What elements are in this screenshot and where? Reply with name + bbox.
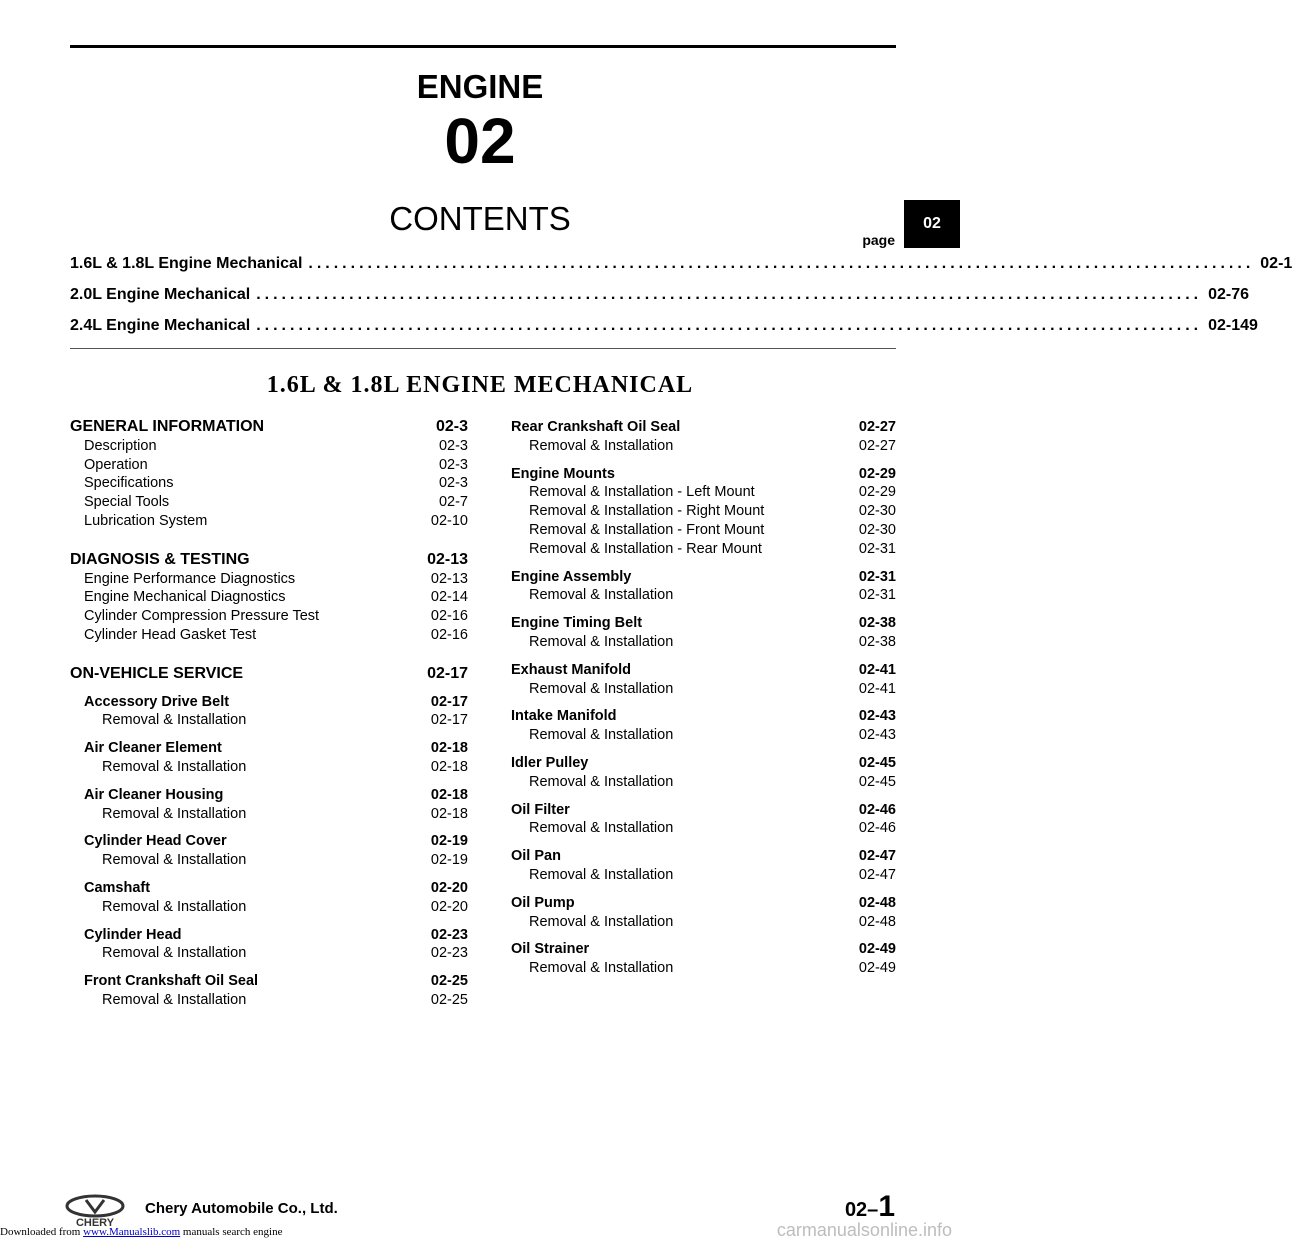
toc-item-label: Removal & Installation - Left Mount [529,484,755,501]
toc-item-label: Specifications [84,475,174,492]
toc-item-label: Removal & Installation [102,805,247,822]
toc-item-label: Removal & Installation - Rear Mount [529,540,762,557]
toc-item-label: Removal & Installation [102,852,247,869]
toc-item-label: Special Tools [84,494,170,511]
toc-item-page: 02-13 [430,570,468,587]
toc-subheading[interactable] [511,614,896,633]
download-prefix: Downloaded from [0,1226,81,1238]
top-rule [70,45,896,48]
toc-item-page: 02-31 [858,587,896,604]
page-column-label: page [862,232,895,248]
toc-item-page: 02-48 [858,913,896,930]
toc-subheading[interactable] [70,739,468,758]
toc-item[interactable] [511,502,896,521]
toc-item-label: Camshaft [84,879,151,896]
toc-item[interactable] [70,474,468,493]
toc-item[interactable] [70,607,468,626]
toc-item-label: Removal & Installation [529,866,674,883]
toc-item-label: Removal & Installation [529,727,674,744]
toc-item[interactable] [70,851,468,870]
watermark: carmanualsonline.info [776,1220,952,1240]
toc-item-label: Description [84,437,157,454]
toc-item-page: 02-3 [438,456,468,473]
toc-item[interactable] [511,540,896,559]
toc-item-page: 02-18 [430,786,468,803]
toc-heading[interactable] [70,418,468,437]
toc-subheading[interactable] [511,568,896,587]
toc-item-page: 02-3 [435,418,468,435]
toc-item-page: 02-20 [430,879,468,896]
toc-item-label: Removal & Installation [529,820,674,837]
toc-item-label: DIAGNOSIS & TESTING [70,550,250,568]
toc-page: 02-149 [1208,317,1258,334]
toc-item[interactable] [511,586,896,605]
toc-item-page: 02-31 [858,540,896,557]
toc-item-page: 02-18 [430,805,468,822]
toc-item-label: Oil Pan [511,848,561,865]
toc-subheading[interactable] [511,465,896,484]
toc-heading[interactable] [70,551,468,570]
toc-item[interactable] [511,633,896,652]
toc-item-label: Engine Mounts [511,465,615,482]
toc-item-label: Removal & Installation [529,960,674,977]
toc-item-page: 02-30 [858,503,896,520]
toc-item[interactable] [511,773,896,792]
toc-item-label: Removal & Installation [529,773,674,790]
toc-item-page: 02-41 [858,661,896,678]
toc-item[interactable] [70,493,468,512]
toc-item-page: 02-30 [858,521,896,538]
toc-item-label: Cylinder Head Gasket Test [84,626,257,643]
toc-item-label: Cylinder Head [84,926,182,943]
toc-item[interactable] [511,959,896,978]
toc-item-page: 02-49 [858,941,896,958]
toc-item-page: 02-29 [858,465,896,482]
toc-item-page: 02-17 [427,664,468,682]
toc-item-page: 02-7 [438,494,468,511]
toc-subheading[interactable] [511,801,896,820]
toc-item-label: Lubrication System [84,512,208,529]
toc-item-page: 02-19 [430,852,468,869]
toc-item-label: Removal & Installation [529,587,674,604]
toc-item[interactable] [511,680,896,699]
toc-subheading[interactable] [70,786,468,805]
company-name: Chery Automobile Co., Ltd. [145,1200,338,1217]
toc-subheading[interactable] [511,754,896,773]
toc-label: 2.4L Engine Mechanical [70,317,251,334]
toc-item-label: Oil Strainer [511,941,590,958]
toc-item-page: 02-18 [430,740,468,757]
toc-leader: ................................................................................................................ [308,255,1255,272]
toc-item-page: 02-38 [858,633,896,650]
toc-item-label: Removal & Installation - Right Mount [529,503,765,520]
toc-item-page: 02-3 [438,437,468,454]
toc-subheading[interactable] [511,661,896,680]
toc-item-label: Cylinder Compression Pressure Test [84,608,320,625]
toc-item-label: Intake Manifold [511,708,617,725]
toc-item[interactable] [511,819,896,838]
toc-item-page: 02-46 [858,801,896,818]
right-column [511,418,896,978]
toc-item-page: 02-16 [430,626,468,643]
toc-item-page: 02-10 [430,512,468,529]
toc-item[interactable] [70,991,468,1010]
chapter-number: 02 [444,105,516,177]
toc-entry[interactable] [70,286,1250,304]
toc-item-page: 02-19 [430,833,468,850]
toc-item[interactable] [70,944,468,963]
toc-item-label: Engine Assembly [511,568,632,585]
toc-label: 2.0L Engine Mechanical [70,286,251,303]
toc-item-page: 02-13 [427,550,468,568]
toc-item-page: 02-45 [858,773,896,790]
toc-item-page: 02-27 [858,419,896,435]
toc-item-label: Idler Pulley [511,754,589,771]
toc-item-label: Removal & Installation [102,758,247,775]
toc-entry[interactable] [70,317,1258,335]
toc-item-page: 02-17 [430,712,468,729]
toc-item-page: 02-49 [858,960,896,977]
toc-item-page: 02-48 [858,894,896,911]
toc-label: 1.6L & 1.8L Engine Mechanical [70,255,303,272]
left-column [70,418,468,1010]
toc-page: 02-76 [1208,286,1250,303]
chery-logo-icon [60,1194,130,1228]
toc-item[interactable] [511,913,896,932]
toc-item[interactable] [70,758,468,777]
toc-item[interactable] [70,512,468,531]
toc-item-label: Removal & Installation [529,633,674,650]
toc-item-label: Oil Pump [511,894,575,911]
toc-subheading[interactable] [70,832,468,851]
toc-item[interactable] [511,437,896,456]
toc-subheading[interactable] [70,879,468,898]
toc-item-label: Removal & Installation [102,991,247,1008]
toc-item[interactable] [70,588,468,607]
toc-item-page: 02-14 [430,589,468,606]
toc-subheading[interactable] [70,926,468,945]
toc-item-page: 02-25 [430,991,468,1008]
toc-item-page: 02-20 [430,898,468,915]
toc-item-page: 02-27 [858,437,896,454]
toc-subheading[interactable] [511,418,896,437]
toc-item-label: GENERAL INFORMATION [70,418,265,435]
toc-item-page: 02-23 [430,926,468,943]
toc-item-label: Removal & Installation [102,945,247,962]
toc-item-label: Engine Performance Diagnostics [84,570,296,587]
manualslib-link[interactable]: www.Manualslib.com [83,1226,181,1238]
toc-item-label: Removal & Installation [529,680,674,697]
toc-item-label: Air Cleaner Element [84,740,222,757]
download-note [0,1226,282,1238]
toc-item-page: 02-47 [858,866,896,883]
toc-item-label: Rear Crankshaft Oil Seal [511,419,681,435]
toc-item-page: 02-29 [858,484,896,501]
toc-item[interactable] [70,805,468,824]
toc-item-page: 02-25 [430,973,468,990]
toc-item[interactable] [70,626,468,645]
toc-item[interactable] [70,711,468,730]
toc-item[interactable] [511,483,896,502]
toc-item-label: Oil Filter [511,801,570,818]
toc-item-label: Cylinder Head Cover [84,833,227,850]
toc-item[interactable] [511,726,896,745]
download-suffix: manuals search engine [180,1226,283,1238]
toc-subheading[interactable] [511,707,896,726]
toc-subheading[interactable] [511,847,896,866]
section-title: 1.6L & 1.8L ENGINE MECHANICAL [266,372,694,398]
toc-item-label: Exhaust Manifold [511,661,632,678]
toc-item[interactable] [70,898,468,917]
page-number [845,1190,895,1224]
toc-item-label: Operation [84,456,148,473]
toc-subheading[interactable] [511,940,896,959]
contents-title: CONTENTS [389,200,571,237]
toc-item[interactable] [70,456,468,475]
toc-item-label: Engine Mechanical Diagnostics [84,589,286,606]
toc-leader: ................................................................................................................ [256,317,1203,334]
toc-item[interactable] [70,437,468,456]
toc-item-label: Engine Timing Belt [511,615,643,632]
toc-item-page: 02-41 [858,680,896,697]
toc-item-page: 02-3 [438,475,468,492]
toc-item-page: 02-43 [858,727,896,744]
toc-item-label: Accessory Drive Belt [84,693,230,710]
chapter-title: ENGINE [416,68,544,105]
toc-heading[interactable] [70,665,468,684]
page-number-value: 1 [878,1190,895,1223]
toc-item-page: 02-43 [858,708,896,725]
toc-item-page: 02-46 [858,820,896,837]
toc-item-page: 02-23 [430,945,468,962]
toc-item-page: 02-38 [858,615,896,632]
toc-subheading[interactable] [511,894,896,913]
toc-leader: ................................................................................................................ [256,286,1203,303]
logo-text: CHERY [75,1217,115,1229]
toc-item-label: Removal & Installation [529,437,674,454]
toc-item[interactable] [511,521,896,540]
toc-item[interactable] [511,866,896,885]
toc-item-label: Removal & Installation [102,712,247,729]
toc-item-label: ON-VEHICLE SERVICE [70,664,244,682]
toc-entry[interactable] [70,255,1292,273]
toc-page: 02-1 [1260,255,1292,272]
toc-item-page: 02-17 [430,693,468,710]
toc-item-label: Air Cleaner Housing [84,786,224,803]
toc-item-page: 02-47 [858,848,896,865]
page-number-prefix: 02– [844,1199,879,1221]
toc-item-label: Front Crankshaft Oil Seal [84,973,259,990]
toc-item-page: 02-16 [430,608,468,625]
chapter-tab[interactable]: 02 [904,200,960,248]
section-divider [70,348,896,349]
toc-subheading[interactable] [70,693,468,712]
toc-item-label: Removal & Installation [529,913,674,930]
toc-subheading[interactable] [70,972,468,991]
toc-item-label: Removal & Installation - Front Mount [529,521,765,538]
toc-item-page: 02-45 [858,754,896,771]
toc-item-page: 02-18 [430,758,468,775]
toc-item[interactable] [70,570,468,589]
toc-item-page: 02-31 [858,568,896,585]
toc-item-label: Removal & Installation [102,898,247,915]
